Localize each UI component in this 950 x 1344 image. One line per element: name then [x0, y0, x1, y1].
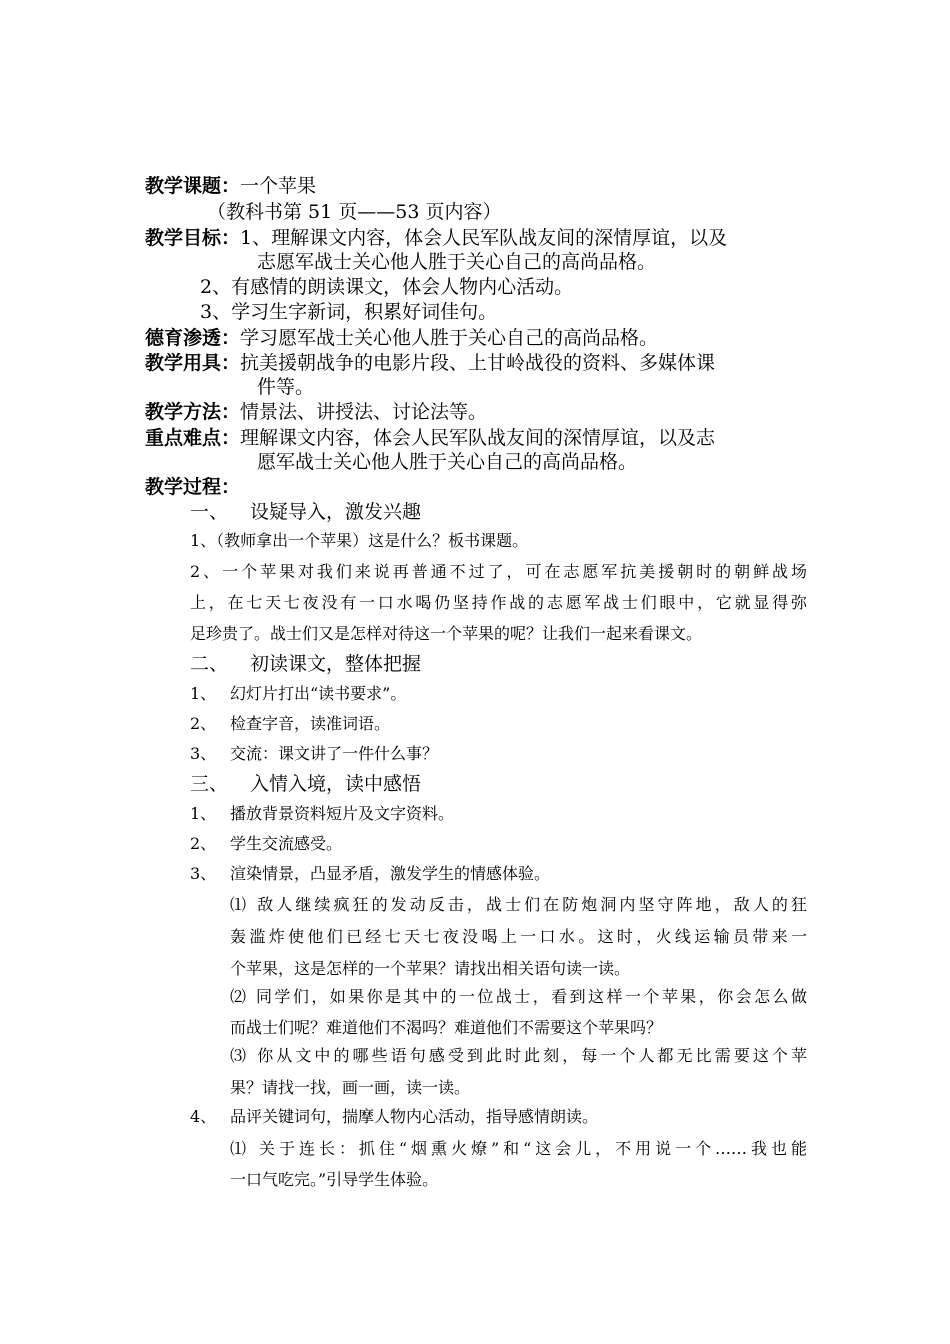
goal-2: 2、有感情的朗读课文，体会人物内心活动。 [200, 276, 574, 298]
item-text: 幻灯片打出“读书要求”。 [230, 684, 407, 703]
item-number: 1、 [190, 804, 217, 823]
goal-1-part-a: 1、理解课文内容，体会人民军队战友间的深情厚谊，以及 [240, 227, 728, 249]
topic-label: 教学课题： [145, 175, 241, 197]
tools-part-a: 抗美援朝战争的电影片段、上甘岭战役的资料、多媒体课 [240, 352, 716, 374]
goal-3: 3、学习生字新词，积累好词佳句。 [200, 301, 498, 323]
topic-line [145, 174, 316, 198]
sub-point-3-line-b: 果？请找一找，画一画，读一读。 [230, 1078, 471, 1097]
section-3-number: 三、 [190, 773, 229, 795]
sub-point-1-line-b: 轰滥炸使他们已经七天七夜没喝上一口水。这时，火线运输员带来一 [230, 927, 807, 946]
item-number: 3、 [190, 864, 217, 883]
goals-line-1 [145, 226, 727, 250]
key-part-a: 理解课文内容，体会人民军队战友间的深情厚谊，以及志 [240, 427, 716, 449]
section-1-para-2-line-b: 上，在七天七夜没有一口水喝仍坚持作战的志愿军战士们眼中，它就显得弥 [190, 593, 807, 612]
goals-label: 教学目标： [145, 227, 241, 249]
item-number: 3、 [190, 744, 217, 763]
section-1-number: 一、 [190, 501, 229, 523]
item-number: 2、 [190, 714, 217, 733]
section-2-item [190, 713, 391, 735]
item-text: 渲染情景，凸显矛盾，激发学生的情感体验。 [230, 864, 551, 883]
process-label: 教学过程： [145, 476, 241, 498]
method-value: 情景法、讲授法、讨论法等。 [240, 401, 488, 423]
section-1-para-2-line-c: 足珍贵了。战士们又是怎样对待这一个苹果的呢？让我们一起来看课文。 [190, 624, 703, 643]
section-2-title: 初读课文，整体把握 [250, 653, 422, 675]
section-3-item-1 [190, 803, 455, 825]
sub-point-4-line-a: ⑴ 关于连长：抓住“烟熏火燎”和“这会儿，不用说一个……我也能 [230, 1139, 807, 1158]
sub-point-1-line-a: ⑴ 敌人继续疯狂的发动反击，战士们在防炮洞内坚守阵地，敌人的狂 [230, 895, 807, 914]
sub-point-2-line-a: ⑵ 同学们，如果你是其中的一位战士，看到这样一个苹果，你会怎么做 [230, 987, 807, 1006]
section-3-item-2 [190, 833, 343, 855]
key-line-1 [145, 426, 715, 450]
item-text: 学生交流感受。 [230, 834, 343, 853]
section-1-para-2-line-a: 2、一个苹果对我们来说再普通不过了，可在志愿军抗美援朝时的朝鲜战场 [190, 562, 807, 581]
moral-value: 学习愿军战士关心他人胜于关心自己的高尚品格。 [240, 327, 659, 349]
method-label: 教学方法： [145, 401, 241, 423]
topic-value: 一个苹果 [240, 175, 317, 197]
tools-line-1 [145, 351, 715, 375]
section-2-item [190, 683, 407, 705]
sub-point-2-line-b: 而战士们呢？难道他们不渴吗？难道他们不需要这个苹果吗？ [230, 1018, 663, 1037]
item-text: 品评关键词句，揣摩人物内心活动，指导感情朗读。 [230, 1107, 599, 1126]
moral-line [145, 326, 658, 350]
section-1-title: 设疑导入，激发兴趣 [250, 501, 422, 523]
section-1-para-1: 1、（教师拿出一个苹果）这是什么？板书课题。 [190, 531, 529, 550]
goal-1-part-b: 志愿军战士关心他人胜于关心自己的高尚品格。 [257, 251, 657, 273]
item-number: 1、 [190, 684, 217, 703]
section-3-heading [190, 772, 421, 796]
moral-label: 德育渗透： [145, 327, 241, 349]
sub-point-4-line-b: 一口气吃完。”引导学生体验。 [230, 1170, 439, 1189]
item-text: 交流：课文讲了一件什么事？ [230, 744, 439, 763]
section-3-item-3 [190, 863, 551, 885]
tools-part-b: 件等。 [257, 376, 315, 398]
section-2-number: 二、 [190, 653, 229, 675]
sub-point-1-line-c: 个苹果，这是怎样的一个苹果？请找出相关语句读一读。 [230, 959, 631, 978]
section-2-heading [190, 652, 421, 676]
item-text: 检查字音，读准词语。 [230, 714, 391, 733]
key-part-b: 愿军战士关心他人胜于关心自己的高尚品格。 [257, 451, 638, 473]
page-reference: （教科书第 51 页——53 页内容） [207, 201, 502, 223]
section-1-heading [190, 500, 421, 524]
tools-label: 教学用具： [145, 352, 241, 374]
item-number: 4、 [190, 1107, 217, 1126]
key-label: 重点难点： [145, 427, 241, 449]
section-2-item [190, 743, 439, 765]
section-3-item-4 [190, 1106, 599, 1128]
method-line [145, 400, 487, 424]
item-number: 2、 [190, 834, 217, 853]
section-3-title: 入情入境，读中感悟 [250, 773, 422, 795]
item-text: 播放背景资料短片及文字资料。 [230, 804, 455, 823]
sub-point-3-line-a: ⑶ 你从文中的哪些语句感受到此时此刻，每一个人都无比需要这个苹 [230, 1046, 807, 1065]
